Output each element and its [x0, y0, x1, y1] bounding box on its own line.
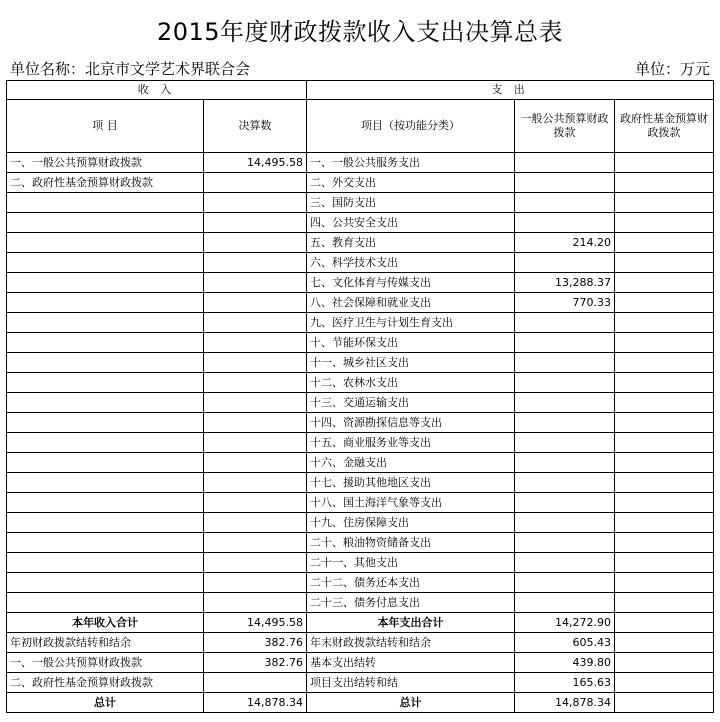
table-row: [7, 253, 714, 273]
general-budget-cell: 605.43: [515, 633, 615, 653]
in-value-cell: [204, 333, 307, 353]
fund-budget-cell: [615, 173, 714, 193]
in-value-cell: [204, 293, 307, 313]
total-expense-label: 总计: [307, 693, 515, 713]
header-fund-budget: 政府性基金预算财政拨款: [615, 100, 714, 153]
table-row: [7, 453, 714, 473]
in-value-cell: [204, 573, 307, 593]
in-label-cell: [7, 273, 204, 293]
annual-total-row: [7, 613, 714, 633]
in-label-cell: [7, 333, 204, 353]
table-row: [7, 173, 714, 193]
table-row: [7, 653, 714, 673]
header-general-budget: 一般公共预算财政拨款: [515, 100, 615, 153]
table-row: [7, 353, 714, 373]
in-value-cell: [204, 553, 307, 573]
out-label-cell: 年末财政拨款结转和结余: [307, 633, 515, 653]
fund-budget-cell: [615, 373, 714, 393]
unit-name-label: 单位名称：北京市文学艺术界联合会: [10, 60, 251, 78]
total-income-label: 本年收入合计: [7, 613, 204, 633]
table-row: [7, 553, 714, 573]
table-row: [7, 473, 714, 493]
fund-budget-cell: [615, 293, 714, 313]
out-label-cell: 二十三、债务付息支出: [307, 593, 515, 613]
fund-budget-cell: [615, 573, 714, 593]
general-budget-cell: [515, 333, 615, 353]
general-budget-cell: [515, 473, 615, 493]
out-label-cell: 十二、农林水支出: [307, 373, 515, 393]
fund-budget-cell: [615, 313, 714, 333]
in-value-cell: [204, 193, 307, 213]
general-budget-cell: 165.63: [515, 673, 615, 693]
table-row: [7, 293, 714, 313]
in-label-cell: [7, 253, 204, 273]
fund-budget-cell: [615, 633, 714, 653]
in-value-cell: [204, 213, 307, 233]
in-label-cell: [7, 533, 204, 553]
general-budget-cell: [515, 573, 615, 593]
in-value-cell: [204, 493, 307, 513]
fund-budget-cell: [615, 433, 714, 453]
out-label-cell: 十一、城乡社区支出: [307, 353, 515, 373]
general-budget-cell: [515, 173, 615, 193]
table-row: [7, 433, 714, 453]
in-label-cell: [7, 353, 204, 373]
fund-budget-cell: [615, 333, 714, 353]
fund-budget-cell: [615, 233, 714, 253]
general-budget-cell: 770.33: [515, 293, 615, 313]
table-row: [7, 593, 714, 613]
in-value-cell: [204, 533, 307, 553]
out-label-cell: 二十二、债务还本支出: [307, 573, 515, 593]
total-income-value: 14,495.58: [204, 613, 307, 633]
in-label-cell: [7, 573, 204, 593]
table-row: [7, 213, 714, 233]
fund-budget-cell: [615, 213, 714, 233]
table-row: [7, 333, 714, 353]
fund-budget-cell: [615, 353, 714, 373]
general-budget-cell: [515, 513, 615, 533]
fund-budget-cell: [615, 593, 714, 613]
fund-budget-cell: [615, 273, 714, 293]
table-row: [7, 413, 714, 433]
out-label-cell: 十三、交通运输支出: [307, 393, 515, 413]
out-label-cell: 六、科学技术支出: [307, 253, 515, 273]
out-label-cell: 十五、商业服务业等支出: [307, 433, 515, 453]
general-budget-cell: 13,288.37: [515, 273, 615, 293]
table-row: [7, 273, 714, 293]
out-label-cell: 七、文化体育与传媒支出: [307, 273, 515, 293]
general-budget-cell: [515, 593, 615, 613]
fund-budget-cell: [615, 673, 714, 693]
general-budget-cell: [515, 393, 615, 413]
in-value-cell: 382.76: [204, 653, 307, 673]
in-value-cell: [204, 233, 307, 253]
in-label-cell: [7, 593, 204, 613]
in-label-cell: [7, 493, 204, 513]
table-row: [7, 533, 714, 553]
total-expense-value: 14,878.34: [515, 693, 615, 713]
grand-total-row: [7, 693, 714, 713]
total-income-label: 总计: [7, 693, 204, 713]
fund-budget-cell: [615, 493, 714, 513]
in-value-cell: [204, 433, 307, 453]
out-label-cell: 一、一般公共服务支出: [307, 153, 515, 173]
fund-budget-cell: [615, 513, 714, 533]
in-label-cell: [7, 293, 204, 313]
general-budget-cell: [515, 533, 615, 553]
general-budget-cell: [515, 433, 615, 453]
in-label-cell: [7, 553, 204, 573]
section-expense: 支 出: [307, 81, 714, 100]
in-value-cell: [204, 353, 307, 373]
fund-budget-cell: [615, 413, 714, 433]
in-label-cell: [7, 193, 204, 213]
header-func-item: 项目（按功能分类）: [307, 100, 515, 153]
in-label-cell: [7, 413, 204, 433]
in-value-cell: 14,495.58: [204, 153, 307, 173]
in-label-cell: [7, 373, 204, 393]
fund-budget-cell: [615, 473, 714, 493]
section-header-row: [7, 81, 714, 100]
in-value-cell: [204, 173, 307, 193]
in-label-cell: [7, 453, 204, 473]
in-label-cell: [7, 393, 204, 413]
out-label-cell: 四、公共安全支出: [307, 213, 515, 233]
in-label-cell: 年初财政拨款结转和结余: [7, 633, 204, 653]
out-label-cell: 十九、住房保障支出: [307, 513, 515, 533]
general-budget-cell: [515, 413, 615, 433]
total-expense-label: 本年支出合计: [307, 613, 515, 633]
in-value-cell: [204, 313, 307, 333]
out-label-cell: 十七、援助其他地区支出: [307, 473, 515, 493]
table-row: [7, 513, 714, 533]
in-label-cell: 二、政府性基金预算财政拨款: [7, 173, 204, 193]
fund-budget-cell: [615, 153, 714, 173]
in-label-cell: [7, 513, 204, 533]
fund-budget-cell: [615, 553, 714, 573]
out-label-cell: 五、教育支出: [307, 233, 515, 253]
in-value-cell: [204, 453, 307, 473]
fund-budget-cell: [615, 453, 714, 473]
in-value-cell: [204, 273, 307, 293]
budget-table: [6, 80, 714, 713]
total-expense-value: 14,272.90: [515, 613, 615, 633]
out-label-cell: 十四、资源勘探信息等支出: [307, 413, 515, 433]
table-row: [7, 633, 714, 653]
in-label-cell: 一、一般公共预算财政拨款: [7, 153, 204, 173]
general-budget-cell: [515, 253, 615, 273]
general-budget-cell: [515, 153, 615, 173]
in-value-cell: [204, 373, 307, 393]
general-budget-cell: [515, 453, 615, 473]
header-item: 项 目: [7, 100, 204, 153]
table-row: [7, 313, 714, 333]
general-budget-cell: [515, 213, 615, 233]
header-amount: 决算数: [204, 100, 307, 153]
section-income: 收 入: [7, 81, 307, 100]
in-label-cell: [7, 433, 204, 453]
page-title: 2015年度财政拨款收入支出决算总表: [156, 18, 564, 46]
out-label-cell: 十、节能环保支出: [307, 333, 515, 353]
out-label-cell: 二十一、其他支出: [307, 553, 515, 573]
out-label-cell: 八、社会保障和就业支出: [307, 293, 515, 313]
general-budget-cell: [515, 193, 615, 213]
fund-budget-cell: [615, 653, 714, 673]
budget-table-body: [7, 81, 714, 713]
general-budget-cell: [515, 313, 615, 333]
out-label-cell: 十八、国土海洋气象等支出: [307, 493, 515, 513]
column-header-row: [7, 100, 714, 153]
table-row: [7, 373, 714, 393]
in-value-cell: 382.76: [204, 633, 307, 653]
out-label-cell: 三、国防支出: [307, 193, 515, 213]
in-value-cell: [204, 473, 307, 493]
in-label-cell: 二、政府性基金预算财政拨款: [7, 673, 204, 693]
in-value-cell: [204, 393, 307, 413]
in-value-cell: [204, 253, 307, 273]
in-label-cell: 一、一般公共预算财政拨款: [7, 653, 204, 673]
in-value-cell: [204, 513, 307, 533]
out-label-cell: 二十、粮油物资储备支出: [307, 533, 515, 553]
in-label-cell: [7, 473, 204, 493]
general-budget-cell: [515, 493, 615, 513]
general-budget-cell: [515, 553, 615, 573]
total-income-value: 14,878.34: [204, 693, 307, 713]
in-value-cell: [204, 673, 307, 693]
in-label-cell: [7, 213, 204, 233]
general-budget-cell: 214.20: [515, 233, 615, 253]
out-label-cell: 项目支出结转和结: [307, 673, 515, 693]
table-row: [7, 673, 714, 693]
total-fund-value: [615, 693, 714, 713]
fund-budget-cell: [615, 533, 714, 553]
fund-budget-cell: [615, 193, 714, 213]
in-label-cell: [7, 233, 204, 253]
out-label-cell: 九、医疗卫生与计划生育支出: [307, 313, 515, 333]
in-value-cell: [204, 593, 307, 613]
table-row: [7, 233, 714, 253]
out-label-cell: 二、外交支出: [307, 173, 515, 193]
general-budget-cell: [515, 353, 615, 373]
general-budget-cell: 439.80: [515, 653, 615, 673]
table-row: [7, 393, 714, 413]
unit-label: 单位：万元: [634, 60, 710, 78]
table-row: [7, 573, 714, 593]
table-row: [7, 153, 714, 173]
fund-budget-cell: [615, 393, 714, 413]
in-label-cell: [7, 313, 204, 333]
fund-budget-cell: [615, 253, 714, 273]
out-label-cell: 十六、金融支出: [307, 453, 515, 473]
table-row: [7, 193, 714, 213]
general-budget-cell: [515, 373, 615, 393]
table-row: [7, 493, 714, 513]
out-label-cell: 基本支出结转: [307, 653, 515, 673]
total-fund-value: [615, 613, 714, 633]
in-value-cell: [204, 413, 307, 433]
